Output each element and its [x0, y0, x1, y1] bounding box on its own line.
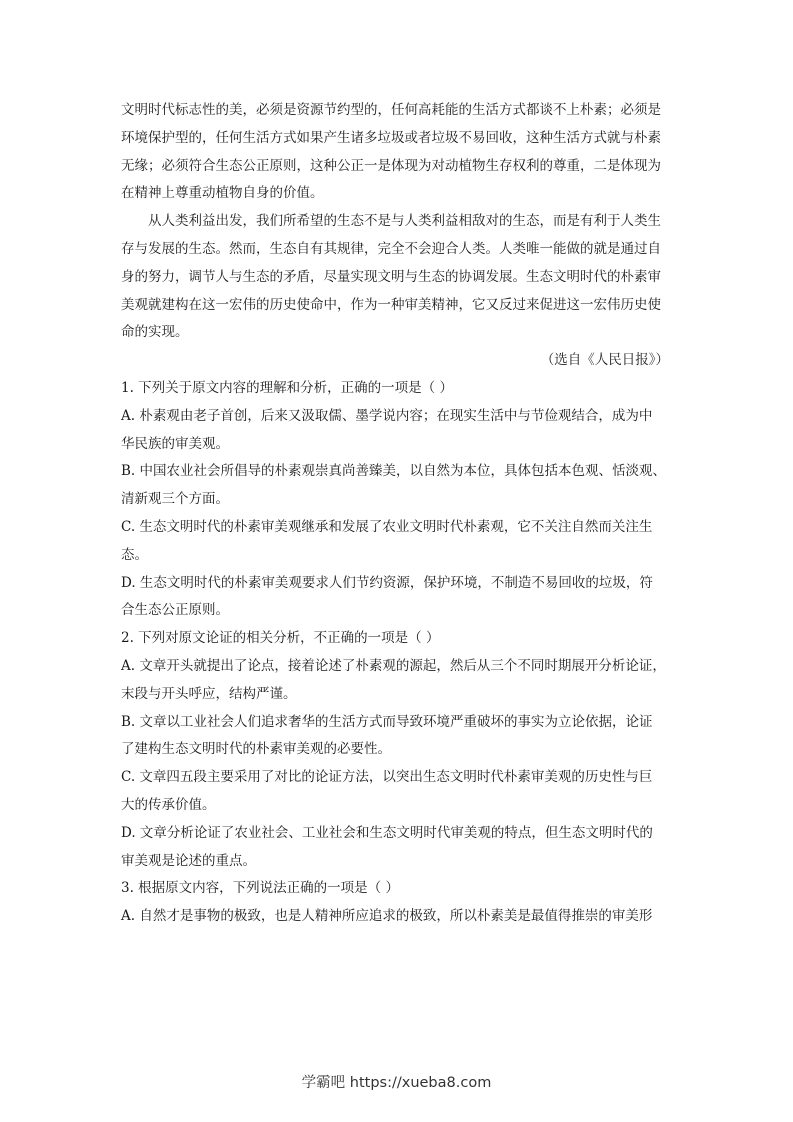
option-line: 末段与开头呼应，结构严谨。 — [121, 685, 297, 702]
text-line: 存与发展的生态。然而，生态自有其规律，完全不会迎合人类。人类唯一能做的就是通过自 — [121, 240, 661, 257]
option-d — [121, 573, 677, 629]
option-line: B. 文章以工业社会人们追求奢华的生活方式而导致环境严重破坏的事实为立论依据，论证 — [121, 713, 653, 730]
option-line: 华民族的审美观。 — [121, 435, 229, 452]
question-1 — [121, 378, 677, 628]
option-line: C. 文章四五段主要采用了对比的论证方法，以突出生态文明时代朴素审美观的历史性与巨 — [121, 769, 653, 786]
option-b — [121, 712, 677, 768]
option-line: B. 中国农业社会所倡导的朴素观崇真尚善臻美，以自然为本位，具体包括本色观、恬淡观、 — [121, 463, 667, 480]
paragraph-2 — [121, 211, 677, 350]
text-line: 文明时代标志性的美，必须是资源节约型的，任何高耗能的生活方式都谈不上朴素；必须是 — [121, 102, 661, 118]
option-line: A. 朴素观由老子首创，后来又汲取儒、墨学说内容；在现实生活中与节俭观结合，成为中 — [121, 407, 653, 424]
option-b — [121, 461, 677, 517]
option-line: 合生态公正原则。 — [121, 602, 229, 619]
option-line: D. 生态文明时代的朴素审美观要求人们节约资源，保护环境，不制造不易回收的垃圾，符 — [121, 574, 653, 591]
source-citation: （选自《人民日报》） — [540, 352, 669, 369]
document-body — [121, 100, 677, 934]
question-stem: 1. 下列关于原文内容的理解和分析，正确的一项是（ ） — [121, 379, 453, 396]
option-line: A. 文章开头就提出了论点，接着论述了朴素观的源起，然后从三个不同时期展开分析论证， — [121, 657, 666, 674]
paragraph-1 — [121, 100, 677, 211]
option-line: 了建构生态文明时代的朴素审美观的必要性。 — [121, 741, 391, 758]
text-line: 命的实现。 — [121, 324, 189, 341]
text-line: 环境保护型的，任何生活方式如果产生诸多垃圾或者垃圾不易回收，这种生活方式就与朴素 — [121, 129, 661, 146]
text-line: 无缘；必须符合生态公正原则，这种公正一是体现为对动植物生存权利的尊重，二是体现为 — [121, 157, 661, 174]
text-line: 美观就建构在这一宏伟的历史使命中，作为一种审美精神，它又反过来促进这一宏伟历史使 — [121, 296, 661, 313]
question-3 — [121, 878, 677, 934]
footer-watermark: 学霸吧 https://xueba8.com — [301, 1075, 492, 1091]
text-line: 身的努力，调节人与生态的矛盾，尽量实现文明与生态的协调发展。生态文明时代的朴素审 — [121, 268, 661, 285]
option-line: C. 生态文明时代的朴素审美观继承和发展了农业文明时代朴素观，它不关注自然而关注生 — [121, 518, 653, 535]
option-line: 大的传承价值。 — [121, 796, 216, 813]
option-d — [121, 823, 677, 879]
option-line: 态。 — [121, 546, 148, 563]
option-a — [121, 406, 677, 462]
option-a — [121, 656, 677, 712]
question-2 — [121, 628, 677, 878]
question-stem: 3. 根据原文内容，下列说法正确的一项是（ ） — [121, 880, 399, 897]
option-line: 审美观是论述的重点。 — [121, 852, 256, 869]
option-line: 清新观三个方面。 — [121, 491, 229, 508]
option-c — [121, 767, 677, 823]
text-line: 在精神上尊重动植物自身的价值。 — [121, 185, 324, 202]
question-stem: 2. 下列对原文论证的相关分析，不正确的一项是（ ） — [121, 630, 440, 647]
option-line: A. 自然才是事物的极致，也是人精神所应追求的极致，所以朴素美是最值得推崇的审美形 — [121, 908, 653, 925]
option-a — [121, 906, 677, 934]
option-c — [121, 517, 677, 573]
text-line: 从人类利益出发，我们所希望的生态不是与人类利益相敌对的生态，而是有利于人类生 — [148, 213, 661, 230]
option-line: D. 文章分析论证了农业社会、工业社会和生态文明时代审美观的特点，但生态文明时代的 — [121, 824, 653, 841]
